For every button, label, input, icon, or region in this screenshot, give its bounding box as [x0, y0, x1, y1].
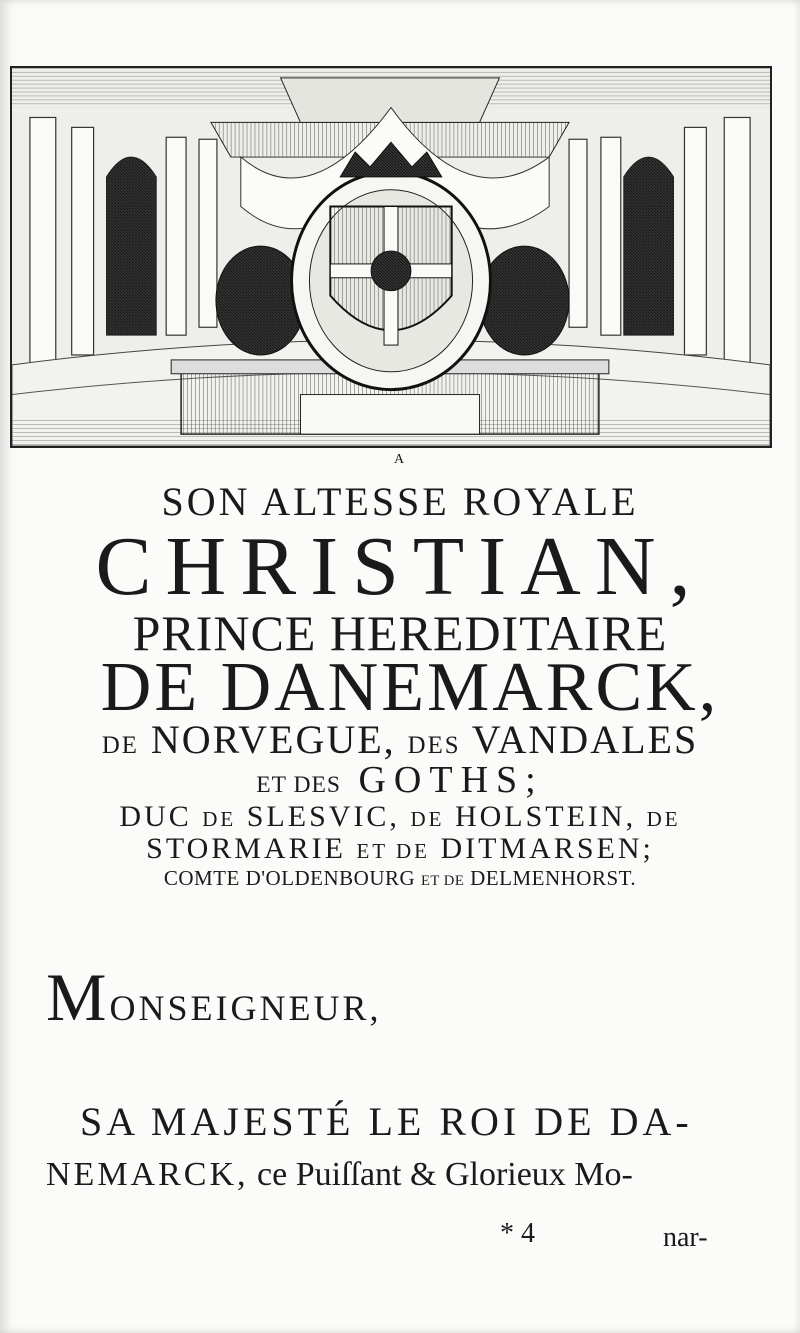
- word-de: DE: [202, 807, 237, 831]
- word-comte: COMTE D'OLDENBOURG: [163, 866, 416, 890]
- salutation-initial: M: [46, 959, 110, 1035]
- word-des: DES: [407, 732, 461, 759]
- word-ditmarsen: DITMARSEN;: [440, 832, 654, 865]
- engraving-illustration: [12, 68, 770, 446]
- salutation-rest: ONSEIGNEUR,: [109, 988, 382, 1028]
- body-line-2-text: ce Puiſſant & Glorieux Mo-: [257, 1156, 633, 1193]
- word-vandales: VANDALES: [471, 717, 699, 762]
- word-goths: GOTHS;: [358, 759, 544, 801]
- word-holstein: HOLSTEIN,: [454, 800, 637, 833]
- word-et-des: ET DES: [256, 772, 341, 798]
- catchword: nar-: [663, 1222, 708, 1253]
- word-delmenhorst: DELMENHORST.: [470, 866, 637, 890]
- word-et-de: ET DE: [356, 839, 430, 863]
- word-duc: DUC: [119, 800, 192, 833]
- word-slesvic: SLESVIC,: [246, 800, 400, 833]
- word-et-de: ET DE: [420, 873, 465, 889]
- body-line-2: [46, 1156, 633, 1194]
- salutation: [46, 958, 381, 1037]
- headpiece-engraving: [10, 66, 772, 448]
- title-goths-line: [0, 758, 800, 802]
- title-norvegue-line: [0, 716, 800, 763]
- word-de: DE: [646, 807, 681, 831]
- title-prince-hereditaire: PRINCE HEREDITAIRE: [132, 605, 668, 661]
- signature-mark: * 4: [500, 1218, 535, 1249]
- title-comte-line: [0, 866, 800, 891]
- title-de-danemarck: DE DANEMARCK,: [100, 649, 720, 726]
- title-son-altesse: SON ALTESSE ROYALE: [161, 479, 639, 524]
- title-christian: CHRISTIAN,: [95, 520, 705, 613]
- body-line-1: SA MAJESTÉ LE ROI DE DA-: [80, 1099, 693, 1144]
- dedication-prefix: A: [393, 452, 407, 467]
- body-line-2-caps: NEMARCK,: [46, 1156, 249, 1193]
- word-de: DE: [410, 807, 445, 831]
- word-de: DE: [101, 732, 139, 759]
- title-duc-line: [0, 800, 800, 834]
- word-stormarie: STORMARIE: [146, 832, 346, 865]
- title-stormarie-line: [0, 832, 800, 866]
- word-norvegue: NORVEGUE,: [150, 717, 396, 762]
